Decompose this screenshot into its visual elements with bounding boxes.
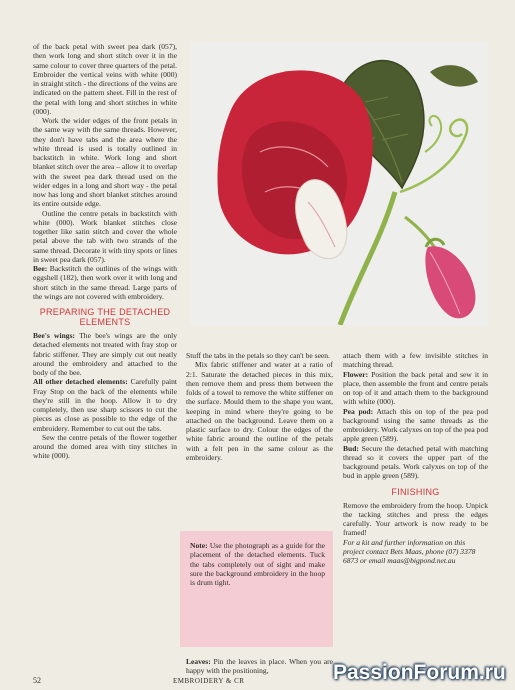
run-in-label: Flower: (343, 369, 369, 379)
paragraph: Remove the embroidery from the hoop. Unpick the tacking stitches and press the edges carefully. Your artwork is now ready to be framed! (343, 500, 488, 538)
paragraph-bee (33, 264, 177, 301)
paragraph: Work the wider edges of the front petals in the same way with the same threads. However, they don't have tabs and the area where the white thread is used is totally outlined in backstitch in white. Work long and short blanket stitch over the area – allow it to overlap with the sweet pea dark thread used on the wider edges in a long and short way - the petal now has long and short blanket stitches around its entire outside edge. (33, 116, 177, 209)
run-in-label: Bud: (343, 443, 359, 453)
watermark: PassionForum.ru (333, 661, 506, 684)
paragraph-other (33, 377, 177, 433)
section-heading-detached: PREPARING THE DETACHED ELEMENTS (39, 307, 171, 327)
paragraph-flower (343, 370, 488, 407)
paragraph-pea-pod (343, 407, 488, 444)
paragraph: attach them with a few invisible stitches in matching thread. (343, 351, 488, 370)
paragraph-text: Attach this on top of the pea pod background using the same threads as the embroidery. Work calyxes on top of the pea pod apple green (589). (343, 406, 488, 444)
contact-info: For a kit and further information on this project contact Bets Maas, phone (07) 3378 6873 or email maas@bigpond.net.au (343, 537, 476, 565)
paragraph-text: Position the back petal and sew it in place, then assemble the front and centre petals on top of it and attach them to the background with white (000). (343, 369, 488, 407)
run-in-label: Leaves: (186, 657, 211, 666)
paragraph: Outline the centre petals in backstitch with white (000). Work blanket stitches close together like satin stitch and cover the whole petal above the tab with two strands of the same thread. Decorate it with tiny spots or lines in sweet pea dark (057). (33, 208, 177, 264)
paragraph: Mix fabric stiffener and water at a ratio of 2:1. Saturate the detached pieces in this mix, then remove them and press them between the folds of a towel to remove the white stiffener on the surface. Mould them to the shape you want, keeping in mind where they're going to be attached on the background. Leave them on a plastic surface to dry. Colour the edges of the white fabric around the outline of the petals with a felt pen in the same colour as the embroidery. (186, 360, 333, 462)
note-box (180, 531, 333, 647)
text-column-left (33, 42, 177, 461)
section-heading-finishing: FINISHING (391, 486, 440, 497)
magazine-name: EMBROIDERY & CR (173, 677, 245, 685)
paragraph-leaves (186, 657, 333, 676)
paragraph-text: Secure the detached petal with matching thread so it covers the upper part of the background petals. Work calyxes on top of the bud in apple green (589). (343, 443, 488, 481)
paragraph-bud (343, 444, 488, 481)
run-in-label: Bee's wings: (33, 331, 76, 340)
run-in-label: Bee: (33, 264, 48, 273)
paragraph-text: Pin the leaves in place. When you are happy with the positioning, (186, 657, 333, 676)
note-label: Note: (190, 541, 208, 550)
page-number: 52 (33, 676, 41, 685)
text-column-right (343, 351, 488, 565)
run-in-label: Pea pod: (343, 406, 374, 416)
paragraph-wings (33, 331, 177, 377)
paragraph: of the back petal with sweet pea dark (057), then work long and short stitch over it in the same colour to cover three quarters of the petal. Embroider the vertical veins with white (000) in straight stitch - the directions of the veins are indicated on the pattern sheet. Fill in the rest of the petal with long and short stitches in white (000). (33, 42, 177, 116)
paragraph-text: Backstitch the outlines of the wings with eggshell (182), then work over it with long and short stitch in the same thread. Large parts of the wings are not covered with embroidery. (33, 264, 177, 301)
paragraph: Stuff the tabs in the petals so they can't be seen. (186, 351, 330, 360)
embroidery-photo (190, 42, 488, 325)
paragraph-text: The bee's wings are the only detached elements not treated with fray stop or fabric stiffener. They are simply cut out neatly around the embroidery and attached to the body of the bee. (33, 331, 177, 377)
run-in-label: All other detached elements: (33, 377, 128, 387)
paragraph-text: Carefully paint Fray Stop on the back of the elements while they're still in the hoop. Allow it to dry completely, then use sharp scissors to cut the pieces as close as possible to the edge of the embroidery. Remember to cut out the tabs. (33, 377, 178, 433)
paragraph: Sew the centre petals of the flower together around the domed area with tiny stitches in white (000). (33, 432, 177, 461)
note-text: Use the photograph as a guide for the placement of the detached elements. Tuck the tabs completely out of sight and make sure the background embroidery in the hoop is drum tight. (190, 541, 325, 587)
text-column-middle (186, 351, 333, 462)
